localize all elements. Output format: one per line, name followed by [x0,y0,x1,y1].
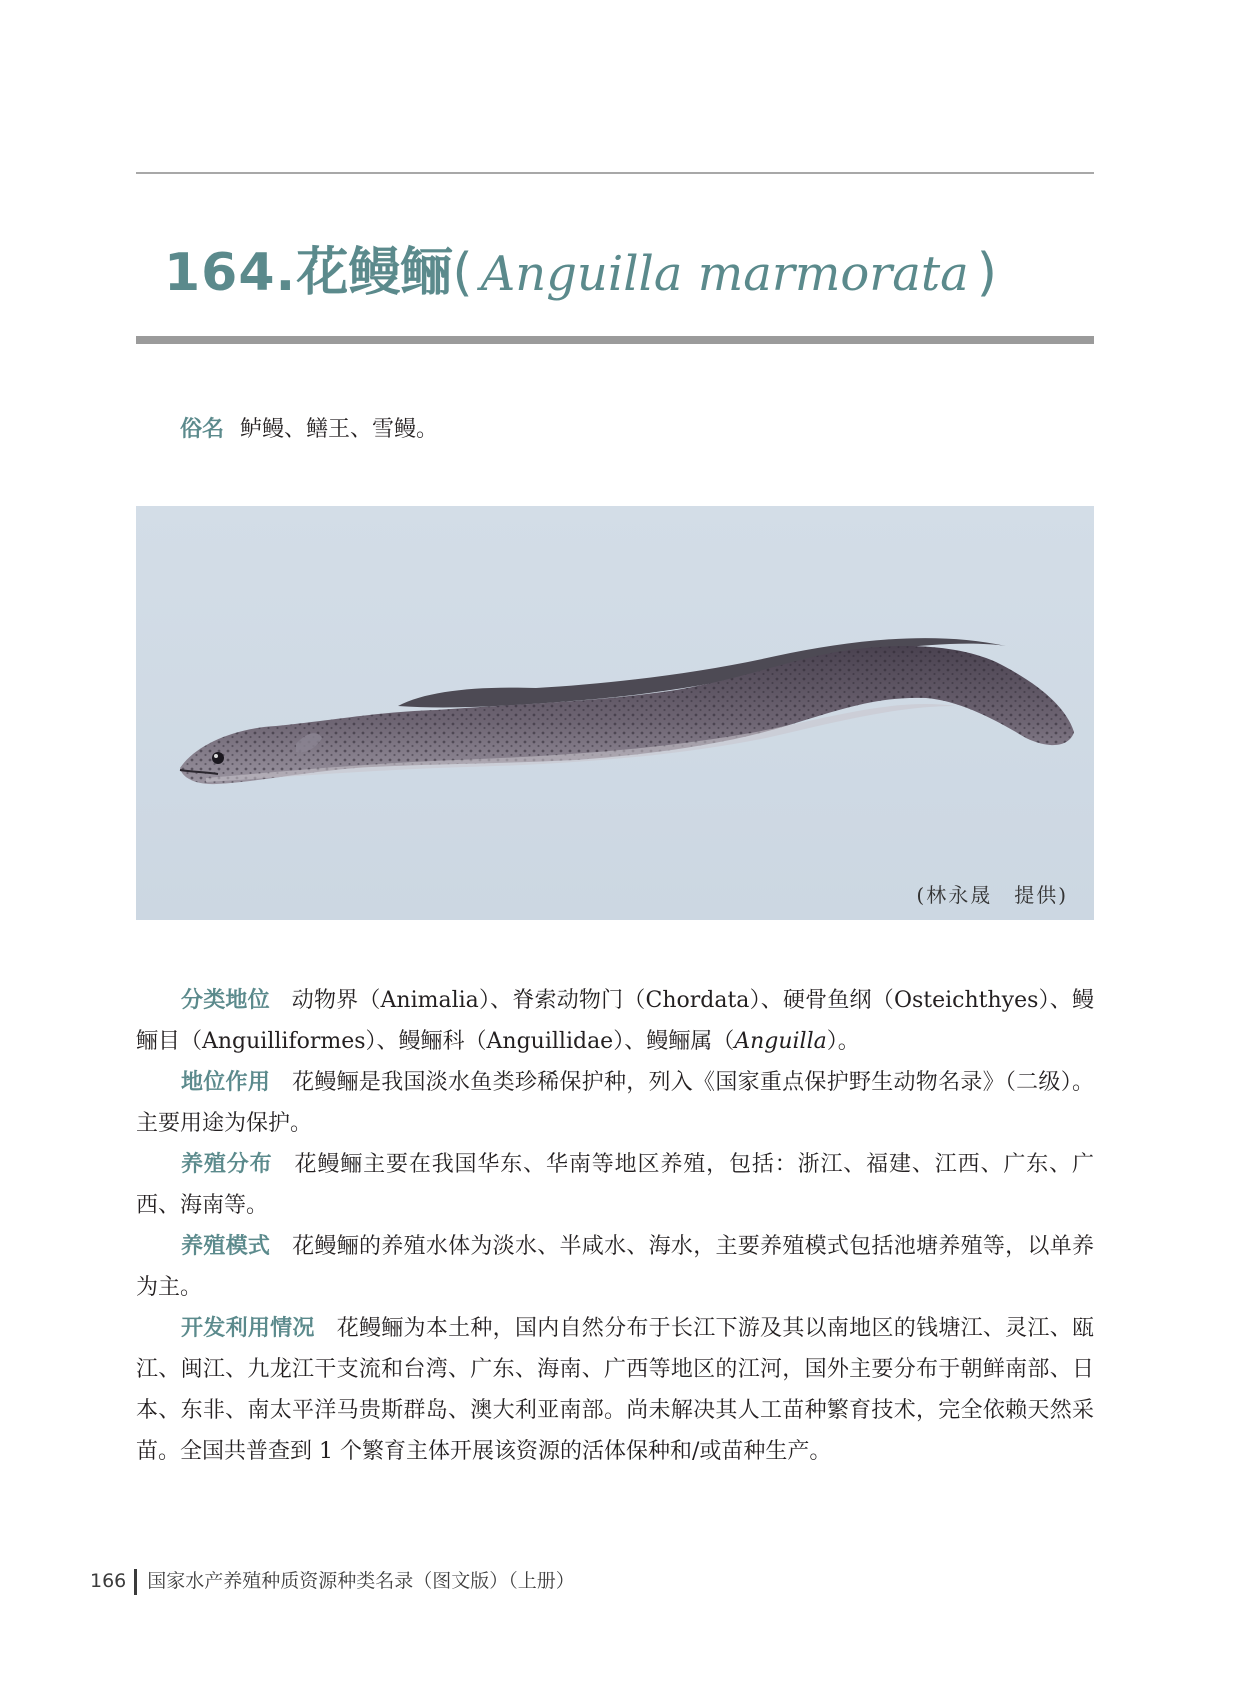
section-status [136,1062,1094,1144]
section-text: 花鳗鲡主要在我国华东、华南等地区养殖，包括：浙江、福建、江西、广东、广西、海南等。 [136,1152,1094,1218]
section-label: 开发利用情况 [181,1316,315,1341]
common-names [180,410,438,450]
section-label: 养殖分布 [181,1152,273,1177]
book-title: 国家水产养殖种质资源种类名录（图文版）（上册） [147,1570,575,1592]
section-text: 动物界（Animalia）、脊索动物门（Chordata）、硬骨鱼纲（Osteichthyes）、鳗鲡目（Anguilliformes）、鳗鲡科（Anguillidae）、鳗鲡属（ [136,988,1094,1054]
section-text: 花鳗鲡是我国淡水鱼类珍稀保护种，列入《国家重点保护野生动物名录》（二级）。主要用途为保护。 [136,1070,1094,1136]
section-distribution [136,1144,1094,1226]
section-label: 养殖模式 [181,1234,271,1259]
section-farming-mode [136,1226,1094,1308]
open-paren: ( [452,243,473,303]
close-paren: ) [976,243,998,303]
alias-text: 鲈鳗、鳝王、雪鳗。 [240,417,439,442]
section-label: 地位作用 [181,1070,271,1095]
species-chinese-name: 花鳗鲡 [296,243,453,303]
title-underline [136,336,1094,344]
section-text: 花鳗鲡的养殖水体为淡水、半咸水、海水，主要养殖模式包括池塘养殖等，以单养为主。 [136,1234,1094,1300]
section-text-end: ）。 [826,1029,860,1054]
section-label: 分类地位 [181,988,270,1013]
species-title [164,238,997,308]
section-text: 花鳗鲡为本土种，国内自然分布于长江下游及其以南地区的钱塘江、灵江、瓯江、闽江、九龙江干支流和台湾、广东、海南、广西等地区的江河，国外主要分布于朝鲜南部、日本、东非、南太平洋马贵斯群岛、澳大利亚南部。尚未解决其人工苗种繁育技术，完全依赖天然采苗。全国共普查到 1 个繁育主体开展该资源的活体保种和/或苗种生产。 [136,1316,1094,1464]
section-utilization [136,1308,1094,1472]
scientific-name: Anguilla marmorata [480,246,969,302]
footer-divider [134,1569,137,1595]
section-taxonomy [136,980,1094,1062]
page-footer [90,1565,575,1597]
genus-italic: Anguilla [734,1029,827,1054]
species-photo [136,506,1094,920]
page-number: 166 [90,1570,127,1592]
alias-label: 俗名 [180,417,225,442]
species-number: 164. [164,243,297,303]
species-description [136,980,1094,1472]
top-rule [136,172,1094,174]
eel-illustration [136,506,1094,920]
photo-credit: (林永晟 提供) [916,883,1068,907]
